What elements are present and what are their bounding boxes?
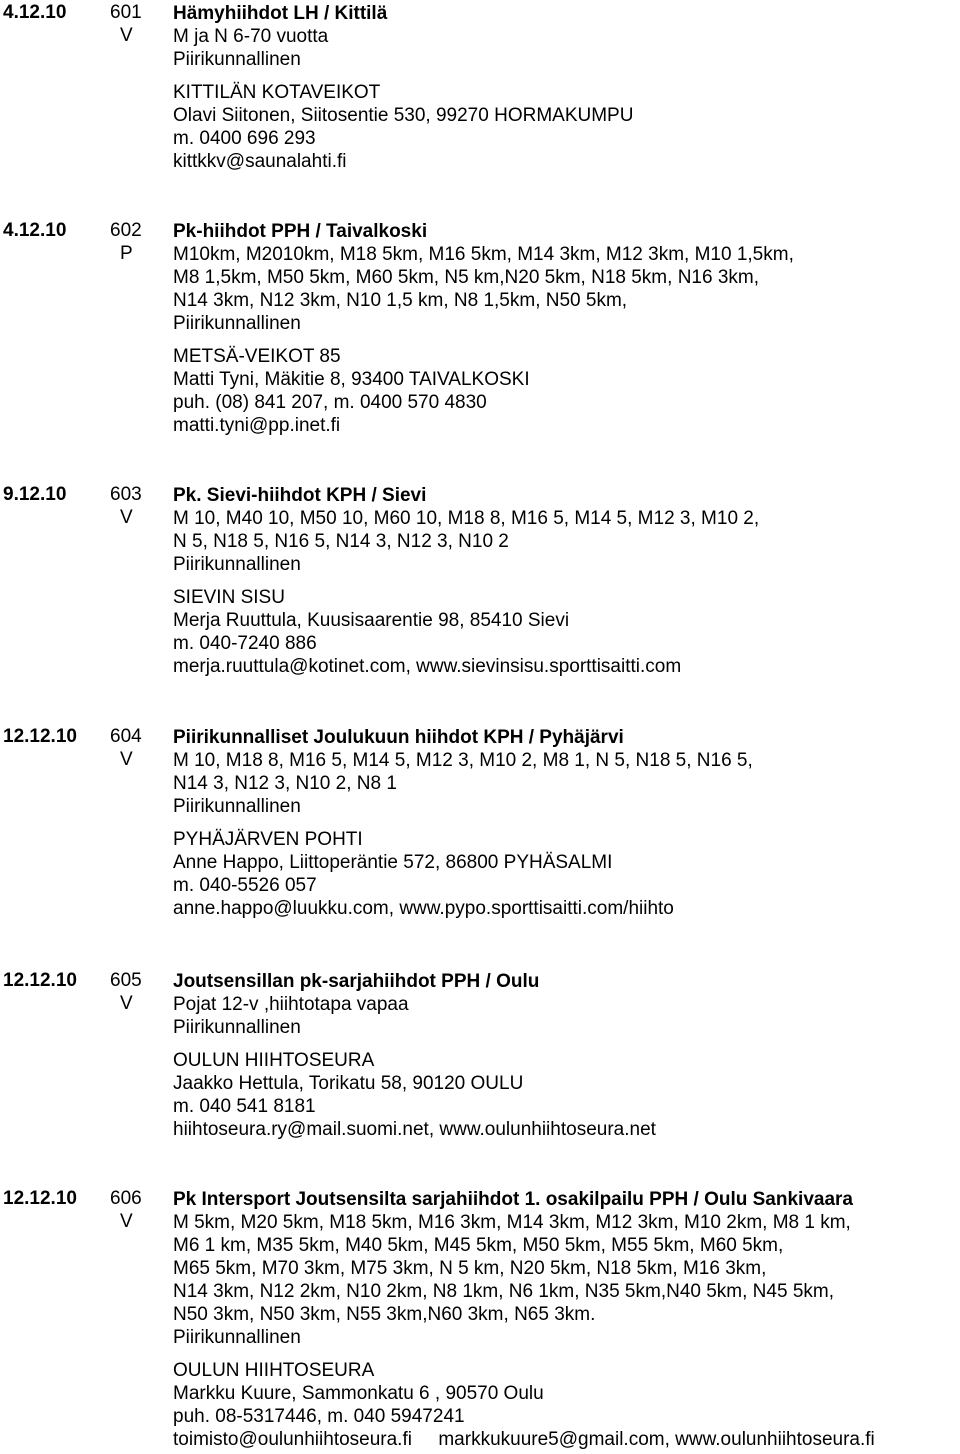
event-number: 604 bbox=[110, 726, 142, 747]
event-contact-line: hiihtoseura.ry@mail.suomi.net, www.oulunhiihtoseura.net bbox=[173, 1119, 656, 1140]
event-classes-line: M ja N 6-70 vuotta bbox=[173, 26, 329, 47]
event-contact-line: Olavi Siitonen, Siitosentie 530, 99270 HORMAKUMPU bbox=[173, 105, 634, 126]
event-organizer: OULUN HIIHTOSEURA bbox=[173, 1360, 375, 1381]
event-classes-line: M10km, M2010km, M18 5km, M16 5km, M14 3km, M12 3km, M10 1,5km, bbox=[173, 244, 794, 265]
event-contact-line: Merja Ruuttula, Kuusisaarentie 98, 85410 Sievi bbox=[173, 610, 570, 631]
event-contact-line: matti.tyni@pp.inet.fi bbox=[173, 415, 341, 436]
event-title: Piirikunnalliset Joulukuun hiihdot KPH / Pyhäjärvi bbox=[173, 727, 624, 748]
event-contact-line: m. 040-5526 057 bbox=[173, 875, 317, 896]
event-date: 4.12.10 bbox=[3, 220, 67, 241]
event-date: 4.12.10 bbox=[3, 2, 67, 23]
event-details bbox=[173, 726, 960, 920]
event-number: 602 bbox=[110, 220, 142, 241]
event-classes-line: M 10, M18 8, M16 5, M14 5, M12 3, M10 2, M8 1, N 5, N18 5, N16 5, bbox=[173, 750, 753, 771]
event-contact-line: m. 040-7240 886 bbox=[173, 633, 317, 654]
event-contact-line: toimisto@oulunhiihtoseura.fi markkukuure5@gmail.com, www.oulunhiihtoseura.fi bbox=[173, 1429, 875, 1450]
event-classes-line: M6 1 km, M35 5km, M40 5km, M45 5km, M50 5km, M55 5km, M60 5km, bbox=[173, 1235, 784, 1256]
event-number: 606 bbox=[110, 1188, 142, 1209]
event-date: 12.12.10 bbox=[3, 726, 77, 747]
event-contact-line: kittkkv@saunalahti.fi bbox=[173, 151, 347, 172]
event-title: Joutsensillan pk-sarjahiihdot PPH / Oulu bbox=[173, 971, 540, 992]
event-title: Pk. Sievi-hiihdot KPH / Sievi bbox=[173, 485, 427, 506]
event-organizer: OULUN HIIHTOSEURA bbox=[173, 1050, 375, 1071]
event-details bbox=[173, 220, 960, 437]
event-details bbox=[173, 970, 960, 1141]
event-organizer: KITTILÄN KOTAVEIKOT bbox=[173, 82, 381, 103]
event-level: Piirikunnallinen bbox=[173, 1017, 301, 1038]
event-title: Hämyhiihdot LH / Kittilä bbox=[173, 3, 388, 24]
event-contact-line: m. 040 541 8181 bbox=[173, 1096, 316, 1117]
event-level: Piirikunnallinen bbox=[173, 1327, 301, 1348]
event-type: V bbox=[120, 749, 133, 770]
event-title: Pk Intersport Joutsensilta sarjahiihdot 1. osakilpailu PPH / Oulu Sankivaara bbox=[173, 1189, 853, 1210]
event-number: 605 bbox=[110, 970, 142, 991]
event-date: 9.12.10 bbox=[3, 484, 67, 505]
event-classes-line: M8 1,5km, M50 5km, M60 5km, N5 km,N20 5km, N18 5km, N16 3km, bbox=[173, 267, 760, 288]
event-organizer: METSÄ-VEIKOT 85 bbox=[173, 346, 341, 367]
event-classes-line: N14 3km, N12 2km, N10 2km, N8 1km, N6 1km, N35 5km,N40 5km, N45 5km, bbox=[173, 1281, 834, 1302]
event-level: Piirikunnallinen bbox=[173, 49, 301, 70]
event-type: V bbox=[120, 993, 133, 1014]
event-classes-line: M 10, M40 10, M50 10, M60 10, M18 8, M16 5, M14 5, M12 3, M10 2, bbox=[173, 508, 760, 529]
event-organizer: SIEVIN SISU bbox=[173, 587, 285, 608]
event-contact-line: Anne Happo, Liittoperäntie 572, 86800 PYHÄSALMI bbox=[173, 852, 613, 873]
event-classes-line: Pojat 12-v ,hiihtotapa vapaa bbox=[173, 994, 409, 1015]
event-classes-line: N 5, N18 5, N16 5, N14 3, N12 3, N10 2 bbox=[173, 531, 509, 552]
event-contact-line: m. 0400 696 293 bbox=[173, 128, 316, 149]
event-contact-line: anne.happo@luukku.com, www.pypo.sporttisaitti.com/hiihto bbox=[173, 898, 674, 919]
event-date: 12.12.10 bbox=[3, 1188, 77, 1209]
event-organizer: PYHÄJÄRVEN POHTI bbox=[173, 829, 363, 850]
event-level: Piirikunnallinen bbox=[173, 796, 301, 817]
event-type: P bbox=[120, 243, 133, 264]
event-contact-line: puh. (08) 841 207, m. 0400 570 4830 bbox=[173, 392, 487, 413]
event-type: V bbox=[120, 507, 133, 528]
event-classes-line: M 5km, M20 5km, M18 5km, M16 3km, M14 3km, M12 3km, M10 2km, M8 1 km, bbox=[173, 1212, 851, 1233]
event-type: V bbox=[120, 25, 133, 46]
event-level: Piirikunnallinen bbox=[173, 554, 301, 575]
event-number: 603 bbox=[110, 484, 142, 505]
event-details bbox=[173, 2, 960, 173]
event-level: Piirikunnallinen bbox=[173, 313, 301, 334]
event-classes-line: M65 5km, M70 3km, M75 3km, N 5 km, N20 5km, N18 5km, M16 3km, bbox=[173, 1258, 767, 1279]
event-number: 601 bbox=[110, 2, 142, 23]
event-contact-line: Matti Tyni, Mäkitie 8, 93400 TAIVALKOSKI bbox=[173, 369, 530, 390]
event-details bbox=[173, 1188, 960, 1451]
event-type: V bbox=[120, 1211, 133, 1232]
event-contact-line: puh. 08-5317446, m. 040 5947241 bbox=[173, 1406, 465, 1427]
event-contact-line: merja.ruuttula@kotinet.com, www.sievinsisu.sporttisaitti.com bbox=[173, 656, 682, 677]
event-date: 12.12.10 bbox=[3, 970, 77, 991]
event-details bbox=[173, 484, 960, 678]
event-classes-line: N14 3, N12 3, N10 2, N8 1 bbox=[173, 773, 397, 794]
event-classes-line: N50 3km, N50 3km, N55 3km,N60 3km, N65 3km. bbox=[173, 1304, 596, 1325]
event-contact-line: Markku Kuure, Sammonkatu 6 , 90570 Oulu bbox=[173, 1383, 544, 1404]
event-classes-line: N14 3km, N12 3km, N10 1,5 km, N8 1,5km, N50 5km, bbox=[173, 290, 628, 311]
event-title: Pk-hiihdot PPH / Taivalkoski bbox=[173, 221, 428, 242]
event-contact-line: Jaakko Hettula, Torikatu 58, 90120 OULU bbox=[173, 1073, 524, 1094]
